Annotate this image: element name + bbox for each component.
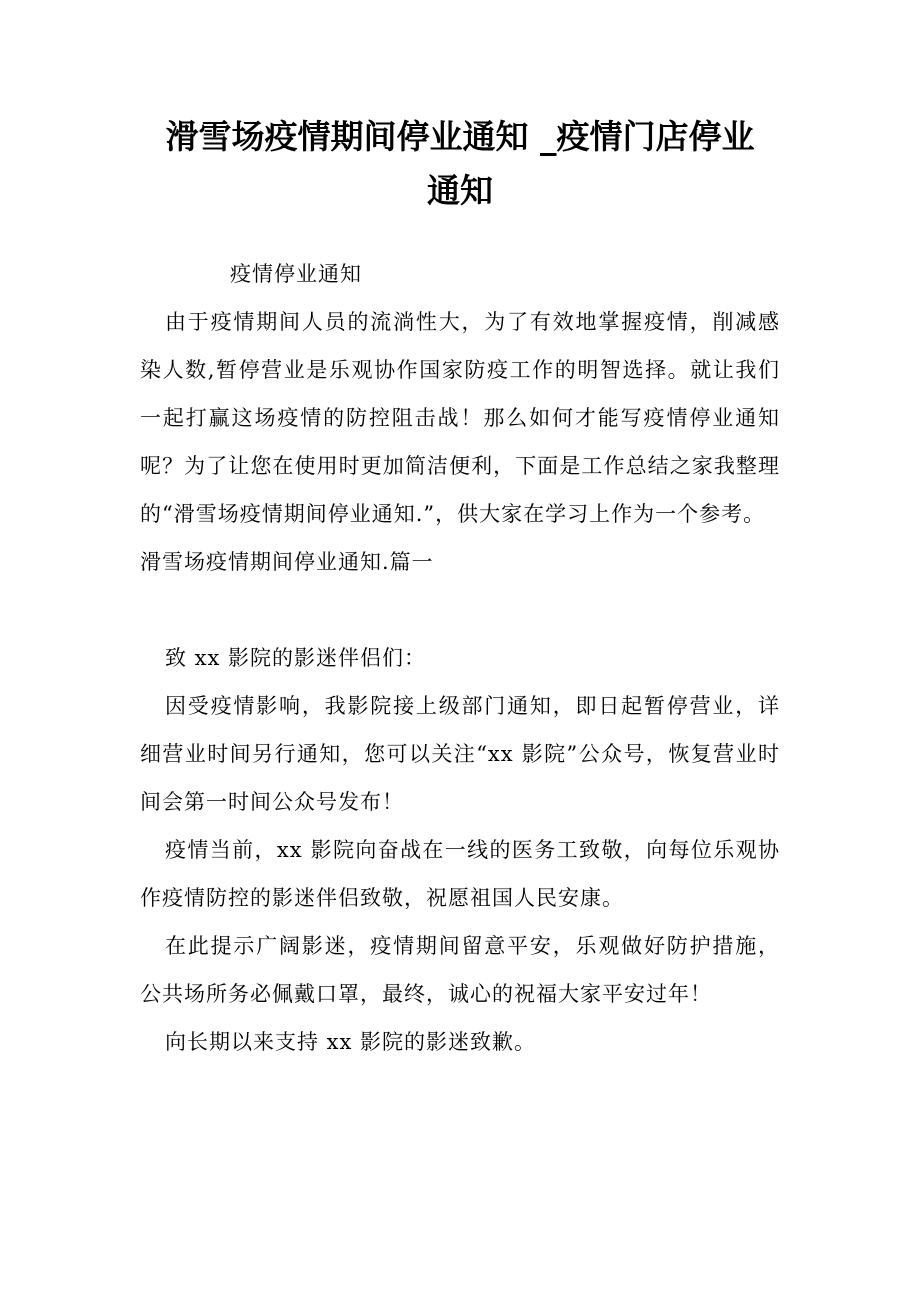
intro-paragraph: 由于疫情期间人员的流淌性大，为了有效地掌握疫情，削减感染人数,暂停营业是乐观协作国家防疫工作的明智选择。就让我们一起打赢这场疫情的防控阻击战！那么如何才能写疫情停业通知呢？为了让您在使用时更加简洁便利，下面是工作总结之家我整理的“滑雪场疫情期间停业通知.”，供大家在学习上作为一个参考。 <box>140 310 780 526</box>
body-paragraph: 向长期以来支持 xx 影院的影迷致歉。 <box>165 1030 537 1054</box>
blank-line <box>140 586 780 634</box>
title-line-1: 滑雪场疫情期间停业通知 _疫情门店停业 <box>165 117 755 156</box>
greeting: 致 xx 影院的影迷伴侣们： <box>165 646 427 670</box>
body-paragraph: 在此提示广阔影迷，疫情期间留意平安，乐观做好防护措施，公共场所务必佩戴口罩，最终，诚心的祝福大家平安过年！ <box>140 934 780 1006</box>
body-paragraph: 疫情当前，xx 影院向奋战在一线的医务工致敬，向每位乐观协作疫情防控的影迷伴侣致敬，祝愿祖国人民安康。 <box>140 838 780 910</box>
document-title <box>140 110 780 218</box>
body-paragraph: 因受疫情影响，我影院接上级部门通知，即日起暂停营业，详细营业时间另行通知，您可以关注“xx 影院”公众号，恢复营业时间会第一时间公众号发布！ <box>140 694 780 814</box>
title-line-2: 通知 <box>427 171 493 210</box>
subtitle: 疫情停业通知 <box>230 262 362 286</box>
section-heading: 滑雪场疫情期间停业通知.篇一 <box>140 550 434 574</box>
